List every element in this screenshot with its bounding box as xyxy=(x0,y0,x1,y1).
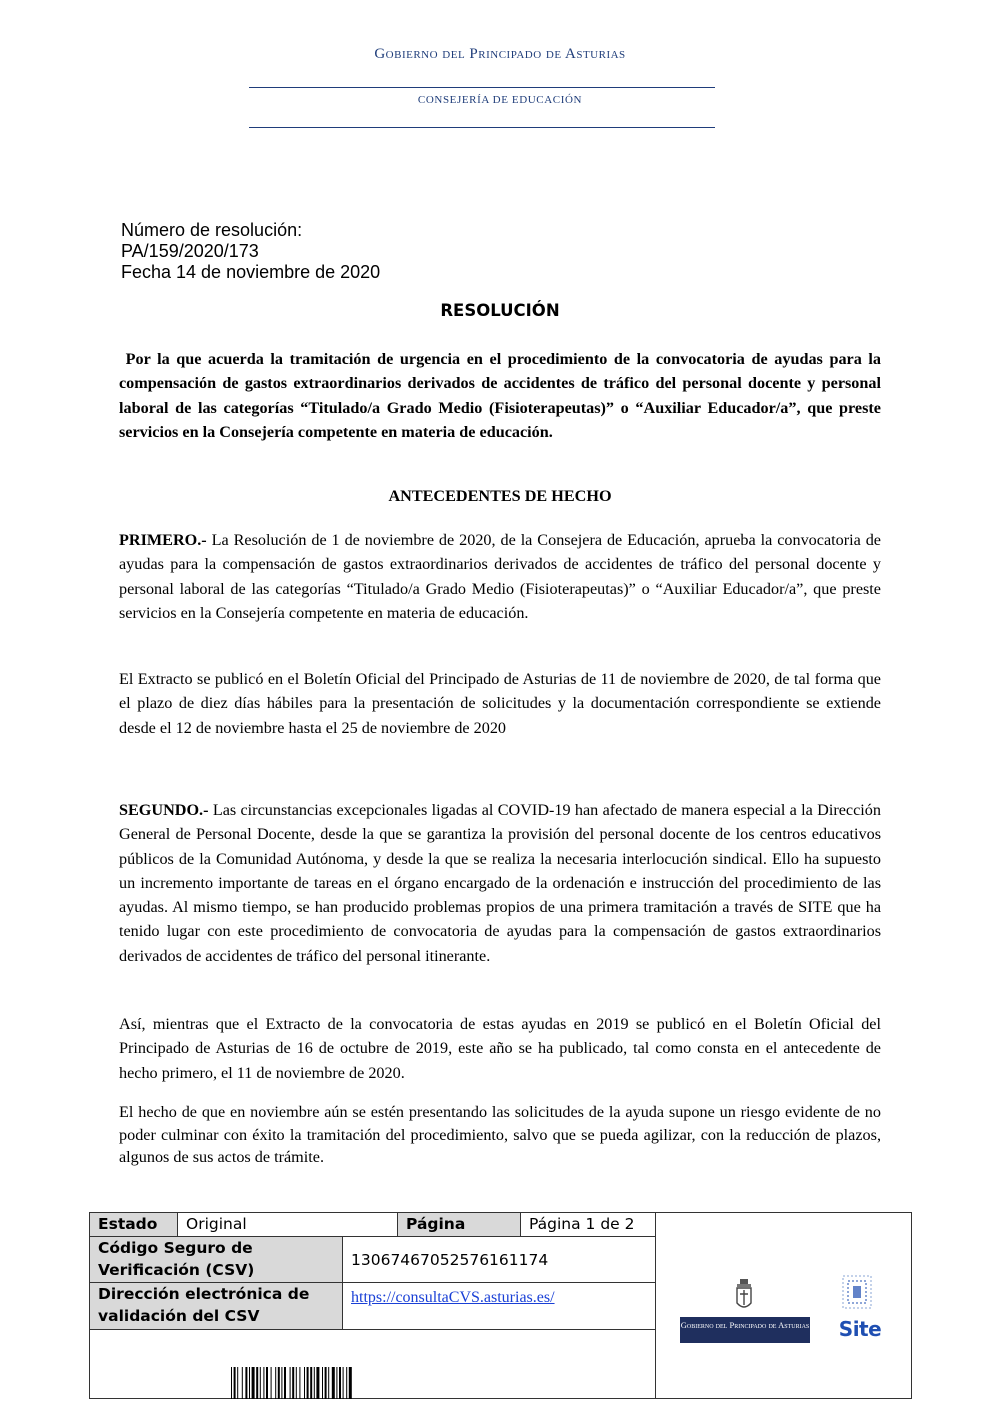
barcode-bar xyxy=(304,1367,305,1399)
csv-label: Código Seguro de Verificación (CSV) xyxy=(90,1237,343,1283)
pagina-value: Página 1 de 2 xyxy=(521,1213,656,1237)
barcode-bar xyxy=(256,1367,258,1399)
resolution-metadata xyxy=(121,220,380,283)
paragraph-segundo-lead: SEGUNDO.- xyxy=(119,801,209,819)
header-department: CONSEJERÍA DE EDUCACIÓN xyxy=(417,94,583,106)
barcode-bar xyxy=(271,1367,272,1399)
paragraph-primero xyxy=(119,528,881,625)
csv-footer-box xyxy=(89,1212,912,1399)
barcode-bar xyxy=(316,1367,319,1399)
barcode-bar xyxy=(249,1367,250,1399)
barcode-bar xyxy=(322,1367,323,1399)
resolution-intro xyxy=(119,347,881,444)
barcode-bar xyxy=(292,1367,294,1399)
header-rule-top xyxy=(249,87,715,88)
paragraph-extracto: El Extracto se publicó en el Boletín Oficial del Principado de Asturias de 11 de noviembre de 2020, de tal forma que el plazo de diez días hábiles para la presentación de solicitudes y la documentación correspondiente se extiende desde el 12 de noviembre hasta el 25 de noviembre de 2020 xyxy=(119,670,881,737)
estado-value: Original xyxy=(178,1213,398,1237)
barcode-bar xyxy=(290,1367,291,1399)
barcode-bar xyxy=(310,1367,312,1399)
barcode-bar xyxy=(275,1367,276,1399)
header-rule-bottom xyxy=(249,127,715,128)
barcode-bar xyxy=(332,1367,335,1399)
barcode-bar xyxy=(336,1367,337,1399)
gobierno-logo-text: Gobierno del Principado de Asturias xyxy=(680,1317,810,1343)
barcode-image xyxy=(231,1367,417,1399)
barcode-bar xyxy=(325,1367,327,1399)
gobierno-asturias-logo xyxy=(680,1271,810,1351)
barcode-bar xyxy=(252,1367,255,1399)
barcode-bar xyxy=(307,1367,309,1399)
barcode-bar xyxy=(339,1367,341,1399)
barcode-bar xyxy=(231,1367,232,1399)
barcode-bar xyxy=(296,1367,297,1399)
csv-url-link[interactable]: https://consultaCVS.asturias.es/ xyxy=(351,1289,555,1306)
barcode-bar xyxy=(328,1367,329,1399)
csv-value: 13067467052576161174 xyxy=(343,1237,656,1283)
header-organization: Gobierno del Principado de Asturias xyxy=(374,46,626,62)
site-mark-icon xyxy=(842,1275,872,1309)
site-logo xyxy=(830,1271,890,1351)
asturias-crest-icon xyxy=(735,1279,753,1311)
paragraph-primero-lead: PRIMERO.- xyxy=(119,531,207,549)
barcode-bar xyxy=(263,1367,264,1399)
resolution-date: Fecha 14 de noviembre de 2020 xyxy=(121,262,381,282)
barcode-bar xyxy=(278,1367,280,1399)
barcode-bar xyxy=(314,1367,315,1399)
estado-label: Estado xyxy=(90,1213,178,1237)
csv-url-label: Dirección electrónica de validación del CSV xyxy=(90,1283,343,1330)
resolution-number: PA/159/2020/173 xyxy=(121,241,259,261)
barcode-bar xyxy=(281,1367,282,1399)
pagina-label: Página xyxy=(398,1213,521,1237)
barcode-bar xyxy=(299,1367,300,1399)
paragraph-hecho: El hecho de que en noviembre aún se estén presentando las solicitudes de la ayuda supone un riesgo evidente de no poder culminar con éxito la tramitación del procedimiento, salvo que se pueda agilizar, con la reducción de plazos, algunos de sus actos de trámite. xyxy=(119,1103,881,1166)
site-logo-text: Site xyxy=(838,1317,882,1341)
barcode-bar xyxy=(242,1367,243,1399)
barcode-bar xyxy=(245,1367,247,1399)
paragraph-asi: Así, mientras que el Extracto de la convocatoria de estas ayudas en 2019 se publicó en el Boletín Oficial del Principado de Asturias de 16 de octubre de 2019, este año se ha publicado, tal como consta en el antecedente de hecho primero, el 11 de noviembre de 2020. xyxy=(119,1015,881,1082)
barcode-bar xyxy=(349,1367,352,1399)
barcode-cell xyxy=(90,1330,656,1398)
barcode-bar xyxy=(284,1367,286,1399)
paragraph-primero-text: La Resolución de 1 de noviembre de 2020, de la Consejera de Educación, aprueba la convocatoria de ayudas para la compensación de gastos extraordinarios derivados de accidentes de tráfico del personal docente y personal laboral de las categorías “Titulado/a Grado Medio (Fisioterapeutas)” o “Auxiliar Educador/a”, que preste servicios en la Consejería competente en materia de educación. xyxy=(119,531,881,622)
barcode-bar xyxy=(343,1367,344,1399)
barcode-bar xyxy=(237,1367,238,1399)
resolution-title: RESOLUCIÓN xyxy=(440,301,560,320)
barcode-bar xyxy=(234,1367,236,1399)
resolution-number-label: Número de resolución: xyxy=(121,220,303,240)
barcode-bar xyxy=(260,1367,261,1399)
paragraph-segundo xyxy=(119,798,881,968)
csv-url-cell xyxy=(343,1283,656,1330)
barcode-bar xyxy=(266,1367,268,1399)
resolution-intro-text: Por la que acuerda la tramitación de urgencia en el procedimiento de la convocatoria de ayudas para la compensación de gastos extraordinarios derivados de accidentes de tráfico del personal docente y personal laboral de las categorías “Titulado/a Grado Medio (Fisioterapeutas)” o “Auxiliar Educador/a”, que preste servicios en la Consejería competente en materia de educación. xyxy=(119,350,882,441)
antecedentes-heading: ANTECEDENTES DE HECHO xyxy=(388,487,612,505)
barcode-bar xyxy=(346,1367,347,1399)
paragraph-segundo-text: Las circunstancias excepcionales ligadas al COVID-19 han afectado de manera especial a la Dirección General de Personal Docente, desde la que se garantiza la provisión del personal docente de los centros educativos públicos de la Comunidad Autónoma, y desde la que se realiza la necesaria interlocución sindical. Ello ha supuesto un incremento importante de tareas en el órgano encargado de la ordenación e instrucción del procedimiento de las ayudas. Al mismo tiempo, se han producido problemas propios de una primera tramitación a través de SITE que ha tenido lugar con este procedimiento de convocatoria de ayudas para la compensación de gastos extraordinarios derivados de accidentes de tráfico del personal itinerante. xyxy=(119,801,881,965)
